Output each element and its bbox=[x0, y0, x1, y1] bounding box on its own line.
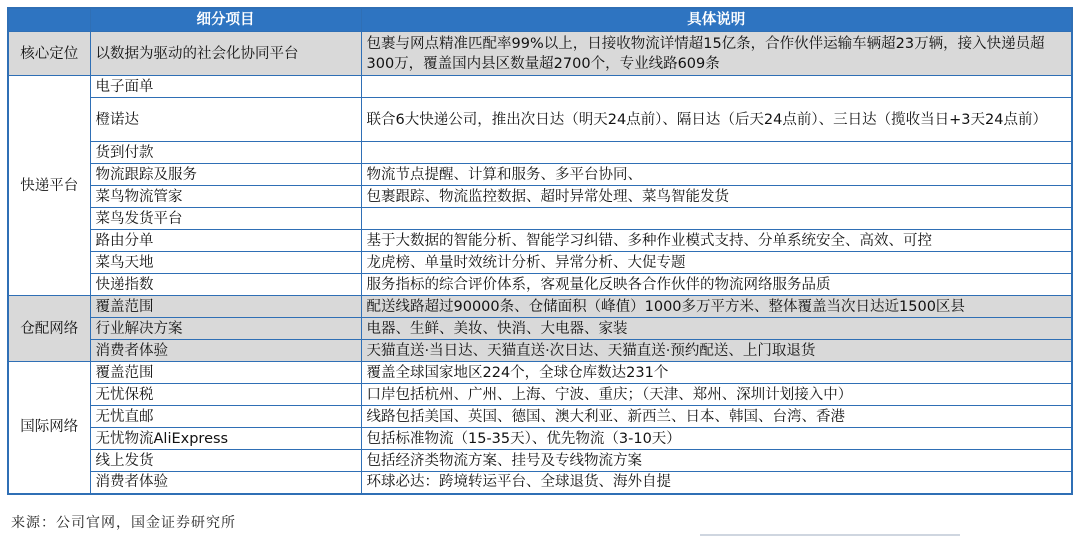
item-cell: 橙诺达 bbox=[90, 98, 361, 142]
desc-cell: 环球必达：跨境转运平台、全球退货、海外自提 bbox=[361, 472, 1072, 494]
item-cell: 行业解决方案 bbox=[90, 318, 361, 340]
item-cell: 电子面单 bbox=[90, 76, 361, 98]
item-cell: 菜鸟发货平台 bbox=[90, 208, 361, 230]
item-cell: 无忧直邮 bbox=[90, 406, 361, 428]
table-row bbox=[8, 296, 1072, 318]
item-cell: 路由分单 bbox=[90, 230, 361, 252]
desc-cell: 基于大数据的智能分析、智能学习纠错、多种作业模式支持、分单系统安全、高效、可控 bbox=[361, 230, 1072, 252]
item-cell: 物流跟踪及服务 bbox=[90, 164, 361, 186]
item-cell: 覆盖范围 bbox=[90, 362, 361, 384]
desc-cell bbox=[361, 76, 1072, 98]
category-cell: 核心定位 bbox=[8, 32, 90, 76]
desc-cell: 覆盖全球国家地区224个，全球仓库数达231个 bbox=[361, 362, 1072, 384]
table-row bbox=[8, 340, 1072, 362]
table-row bbox=[8, 472, 1072, 494]
desc-cell: 物流节点提醒、计算和服务、多平台协同、 bbox=[361, 164, 1072, 186]
category-cell: 国际网络 bbox=[8, 362, 90, 494]
desc-cell bbox=[361, 142, 1072, 164]
table-row bbox=[8, 164, 1072, 186]
table-header-row bbox=[8, 8, 1072, 32]
desc-cell: 服务指标的综合评价体系，客观量化反映各合作伙伴的物流网络服务品质 bbox=[361, 274, 1072, 296]
platform-table bbox=[7, 7, 1073, 495]
footer-divider bbox=[700, 534, 960, 536]
item-cell: 菜鸟物流管家 bbox=[90, 186, 361, 208]
table-row bbox=[8, 252, 1072, 274]
desc-cell: 包括经济类物流方案、挂号及专线物流方案 bbox=[361, 450, 1072, 472]
desc-cell: 线路包括美国、英国、德国、澳大利亚、新西兰、日本、韩国、台湾、香港 bbox=[361, 406, 1072, 428]
desc-cell: 口岸包括杭州、广州、上海、宁波、重庆；（天津、郑州、深圳计划接入中） bbox=[361, 384, 1072, 406]
desc-cell: 天猫直送·当日达、天猫直送·次日达、天猫直送·预约配送、上门取退货 bbox=[361, 340, 1072, 362]
header-desc: 具体说明 bbox=[361, 8, 1072, 32]
table-row bbox=[8, 362, 1072, 384]
desc-cell: 包裹跟踪、物流监控数据、超时异常处理、菜鸟智能发货 bbox=[361, 186, 1072, 208]
desc-cell: 包裹与网点精准匹配率99%以上，日接收物流详情超15亿条，合作伙伴运输车辆超23万辆，接入快递员超300万，覆盖国内县区数量超2700个，专业线路609条 bbox=[361, 32, 1072, 76]
table-row bbox=[8, 406, 1072, 428]
table-row bbox=[8, 318, 1072, 340]
table-row bbox=[8, 384, 1072, 406]
table-row bbox=[8, 32, 1072, 76]
item-cell: 无忧物流AliExpress bbox=[90, 428, 361, 450]
desc-cell: 龙虎榜、单量时效统计分析、异常分析、大促专题 bbox=[361, 252, 1072, 274]
item-cell: 货到付款 bbox=[90, 142, 361, 164]
item-cell: 覆盖范围 bbox=[90, 296, 361, 318]
table-row bbox=[8, 428, 1072, 450]
table-row bbox=[8, 274, 1072, 296]
item-cell: 消费者体验 bbox=[90, 472, 361, 494]
item-cell: 以数据为驱动的社会化协同平台 bbox=[90, 32, 361, 76]
category-cell: 仓配网络 bbox=[8, 296, 90, 362]
table-row bbox=[8, 208, 1072, 230]
desc-cell: 包括标准物流（15-35天）、优先物流（3-10天） bbox=[361, 428, 1072, 450]
header-item: 细分项目 bbox=[90, 8, 361, 32]
table-row bbox=[8, 142, 1072, 164]
source-note: 来源：公司官网，国金证券研究所 bbox=[11, 515, 236, 531]
item-cell: 快递指数 bbox=[90, 274, 361, 296]
item-cell: 线上发货 bbox=[90, 450, 361, 472]
table-row bbox=[8, 230, 1072, 252]
item-cell: 消费者体验 bbox=[90, 340, 361, 362]
item-cell: 无忧保税 bbox=[90, 384, 361, 406]
table-row bbox=[8, 98, 1072, 142]
desc-cell: 配送线路超过90000条、仓储面积（峰值）1000多万平方米、整体覆盖当次日达近1500区县 bbox=[361, 296, 1072, 318]
table-row bbox=[8, 450, 1072, 472]
item-cell: 菜鸟天地 bbox=[90, 252, 361, 274]
desc-cell: 联合6大快递公司，推出次日达（明天24点前）、隔日达（后天24点前）、三日达（揽收当日+3天24点前） bbox=[361, 98, 1072, 142]
desc-cell bbox=[361, 208, 1072, 230]
header-blank bbox=[8, 8, 90, 32]
table-row bbox=[8, 186, 1072, 208]
desc-cell: 电器、生鲜、美妆、快消、大电器、家装 bbox=[361, 318, 1072, 340]
table-container bbox=[7, 7, 1071, 495]
category-cell: 快递平台 bbox=[8, 76, 90, 296]
table-row bbox=[8, 76, 1072, 98]
